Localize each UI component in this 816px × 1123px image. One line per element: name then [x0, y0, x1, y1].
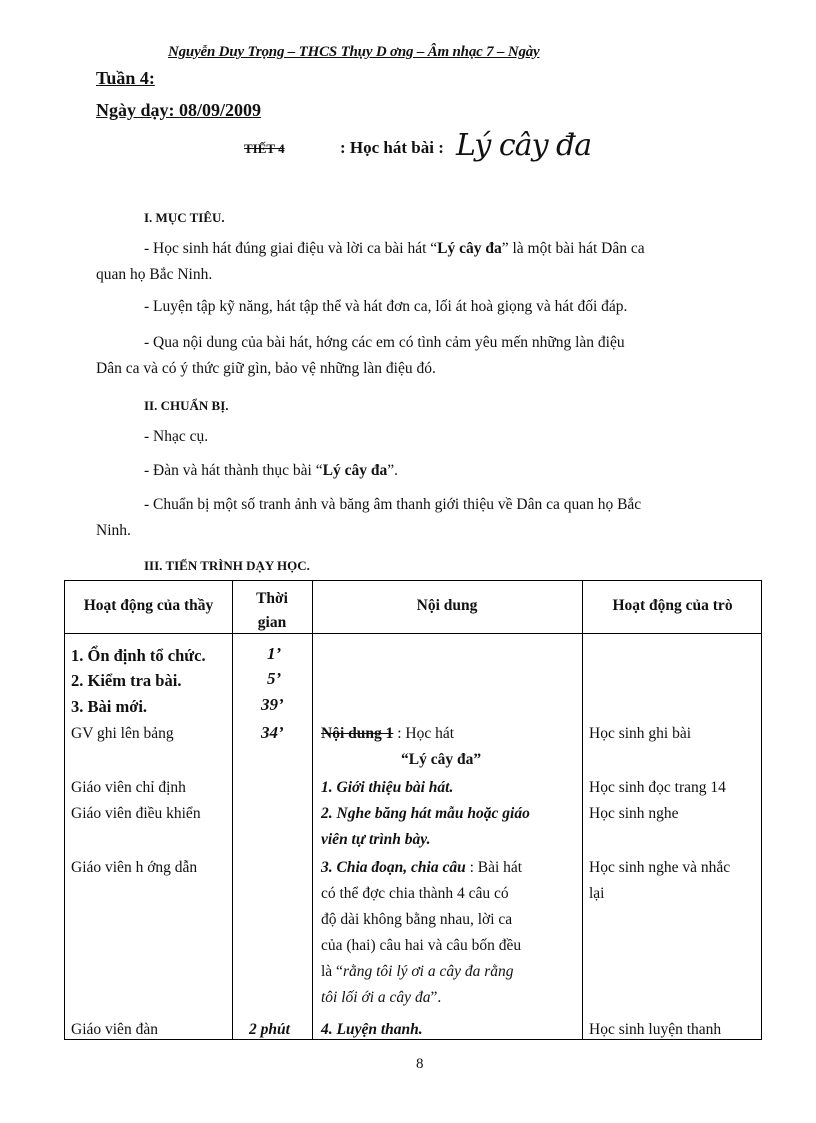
header-student-activity: Hoạt động của trò	[612, 597, 733, 614]
row-board-teacher: GV ghi lên bảng	[71, 725, 174, 742]
objective-1-text-b: ” là một bài hát Dân ca	[501, 240, 645, 257]
preparation-2-song: Lý cây đa	[322, 462, 388, 479]
section-process-title: III. TIẾN TRÌNH DẠY HỌC.	[144, 558, 310, 573]
objective-1-line2: quan họ Bắc Ninh.	[96, 266, 213, 283]
header-time	[232, 587, 312, 635]
lyric-close: ”.	[430, 989, 442, 1006]
lesson-title: Lý cây đa	[456, 128, 592, 163]
column-divider	[582, 581, 583, 1039]
preparation-2	[144, 462, 398, 480]
header-divider	[65, 633, 761, 634]
row-organize-time: 1’	[267, 644, 282, 663]
row-divide-teacher: Giáo viên h ớng dẫn	[71, 859, 198, 876]
row-divide-content-line6	[321, 989, 441, 1007]
running-header: Nguyễn Duy Trọng – THCS Thụy D ơng – Âm nhạc 7 – Ngày	[168, 44, 540, 60]
lyric-open: là “	[321, 963, 343, 980]
row-listen-content-line2: viên tự trình bày.	[321, 831, 431, 848]
row-listen-content-line1: 2. Nghe băng hát mẫu hoặc giáo	[321, 805, 530, 822]
preparation-3-line1: - Chuẩn bị một số tranh ảnh và băng âm thanh giới thiệu về Dân ca quan họ Bắc	[144, 496, 642, 513]
row-intro-teacher: Giáo viên chỉ định	[71, 779, 186, 796]
divide-heading-rest: : Bài hát	[465, 859, 523, 876]
row-newlesson-teacher: 3. Bài mới.	[71, 697, 148, 716]
row-listen-teacher: Giáo viên điều khiển	[71, 805, 201, 822]
objective-1-text-a: - Học sinh hát đúng giai điệu và lời ca bài hát “	[144, 240, 438, 257]
period-label: TIẾT 4	[244, 141, 285, 156]
objective-2: - Luyện tập kỹ năng, hát tập thể và hát đơn ca, lối át hoà giọng và hát đối đáp.	[144, 298, 628, 315]
row-divide-content-line3: độ dài không bằng nhau, lời ca	[321, 911, 513, 928]
preparation-3-line2: Ninh.	[96, 522, 131, 539]
row-check-time: 5’	[267, 669, 282, 688]
row-intro-student: Học sinh đọc trang 14	[589, 779, 726, 796]
preparation-2-text-b: ”.	[387, 462, 398, 479]
row-board-song: “Lý cây đa”	[401, 751, 482, 768]
row-divide-student-line2: lại	[589, 885, 605, 902]
objective-3-line2: Dân ca và có ý thức giữ gìn, bảo vệ những làn điệu đó.	[96, 360, 436, 377]
row-organize-teacher: 1. Ổn định tổ chức.	[71, 646, 206, 665]
section-objectives-title: I. MỤC TIÊU.	[144, 210, 225, 225]
objective-3-line1: - Qua nội dung của bài hát, hớng các em có tình cảm yêu mến những làn điệu	[144, 334, 625, 351]
row-listen-student: Học sinh nghe	[589, 805, 679, 822]
row-warmup-time: 2 phút	[249, 1021, 290, 1038]
row-intro-content: 1. Giới thiệu bài hát.	[321, 779, 454, 796]
content-1-rest: : Học hát	[393, 725, 455, 742]
row-divide-student-line1: Học sinh nghe và nhắc	[589, 859, 731, 876]
lyric-part1: rằng tôi lý ơi a cây đa rằng	[342, 963, 514, 980]
preparation-2-text-a: - Đàn và hát thành thục bài “	[144, 462, 323, 479]
row-warmup-student: Học sinh luyện thanh	[589, 1021, 722, 1038]
row-newlesson-time: 39’	[261, 695, 284, 714]
row-divide-content-line5	[321, 963, 514, 981]
column-divider	[232, 581, 233, 1039]
row-warmup-content: 4. Luyện thanh.	[321, 1021, 423, 1038]
lesson-prefix: : Học hát bài :	[340, 138, 444, 157]
objective-1	[144, 240, 645, 258]
row-divide-content-line1	[321, 859, 522, 877]
row-board-time: 34’	[261, 723, 284, 742]
header-teacher-activity: Hoạt động của thầy	[83, 597, 214, 614]
row-warmup-teacher: Giáo viên đàn	[71, 1021, 158, 1038]
preparation-1: - Nhạc cụ.	[144, 428, 209, 445]
row-check-teacher: 2. Kiểm tra bài.	[71, 671, 182, 690]
lesson-plan-table	[64, 580, 762, 1040]
row-divide-content-line4: của (hai) câu hai và câu bốn đều	[321, 937, 522, 954]
row-board-content	[321, 725, 454, 743]
content-1-label: Nội dung 1	[321, 725, 394, 742]
divide-heading: 3. Chia đoạn, chia câu	[321, 859, 466, 876]
section-preparation-title: II. CHUẨN BỊ.	[144, 398, 229, 413]
header-time-line1: Thời	[256, 590, 288, 607]
row-divide-content-line2: có thể đợc chia thành 4 câu có	[321, 885, 509, 902]
header-content: Nội dung	[416, 597, 478, 614]
column-divider	[312, 581, 313, 1039]
teaching-date: Ngày dạy: 08/09/2009	[96, 100, 262, 120]
row-board-student: Học sinh ghi bài	[589, 725, 692, 742]
header-time-line2: gian	[257, 614, 287, 631]
lyric-part2: tôi lối ới a cây đa	[321, 989, 431, 1006]
page-number: 8	[416, 1056, 424, 1072]
objective-1-song: Lý cây đa	[437, 240, 502, 257]
week-heading: Tuần 4:	[96, 68, 155, 88]
